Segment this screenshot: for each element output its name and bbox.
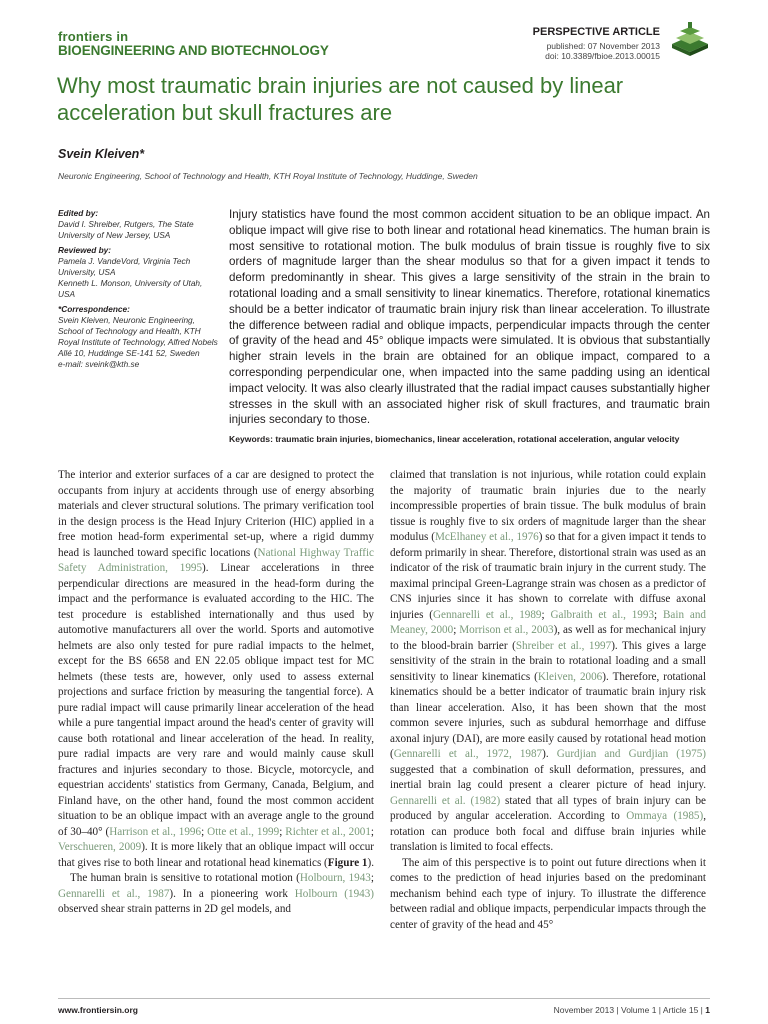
edited-by: David I. Shreiber, Rutgers, The State University of New Jersey, USA — [58, 219, 194, 240]
body-text: observed shear strain patterns in 2D gel models, and — [58, 903, 291, 915]
reviewed-by-label: Reviewed by: — [58, 245, 112, 255]
article-type: PERSPECTIVE ARTICLE — [532, 26, 660, 38]
body-text: ). — [542, 748, 557, 760]
correspondence-email[interactable]: e-mail: sveink@kth.se — [58, 359, 140, 369]
body-text: suggested that a combination of skull deformation, pressures, and inertial brain lag could present a clearer picture of head injury. — [390, 763, 706, 791]
citation-link[interactable]: McElhaney et al., 1976 — [434, 531, 539, 543]
published-date: published: 07 November 2013 — [546, 41, 660, 51]
keywords: Keywords: traumatic brain injuries, biomechanics, linear acceleration, rotational acceleration, angular velocity — [229, 434, 680, 444]
body-text: ). It is more likely that an oblique impact will occur that gives rise to both linear and rotational head kinematics ( — [58, 841, 374, 869]
publication-info — [545, 41, 660, 61]
citation-link[interactable]: Otte et al., 1999 — [207, 825, 280, 838]
abstract: Injury statistics have found the most common accident situation to be an oblique impact. An oblique impact will give rise to both linear and rotational head kinematics. The human brain is most sensitive to rotational motion. The bulk modulus of brain tissue is roughly five to six orders of magnitude larger than the shear modulus so that for a given impact it tends to deform predominantly in shear. This gives a large sensitivity of the strain in the brain to rotational loading and a small sensitivity to linear kinematics. Therefore, rotational kinematics should be a better indicator of traumatic brain injury risk than linear acceleration. To illustrate the difference between radial and oblique impacts, perpendicular impacts through the center of gravity of the head and 45° oblique impacts were simulated. It is obvious that substantially higher strain levels in the brain are obtained for an oblique impact, compared to a corresponding perpendicular one, when impacted into the same padding using an identical impact velocity. It was also clearly illustrated that the radial impact causes substantially higher stresses in the skull with an associated higher risk of skull fractures, and traumatic brain injuries secondary to those. — [229, 208, 710, 427]
body-text: The interior and exterior surfaces of a car are designed to protect the occupants from injury at accidents through use of energy absorbing materials and clever structural solutions. The primary verification tool in the design process is the Head Injury Criterion (HIC) applied in a free motion head-form experimental set-up, where a rigid dummy head is launched toward specific locations ( — [58, 469, 374, 559]
page-number: 1 — [705, 1005, 710, 1015]
body-text: stated that all types of brain injury can be produced by angular acceleration. According to — [390, 794, 706, 822]
body-text: ). — [367, 856, 374, 869]
footer-website-link[interactable]: www.frontiersin.org — [58, 1005, 138, 1015]
paragraph — [58, 871, 374, 918]
article-title: Why most traumatic brain injuries are not caused by linear acceleration but skull fractures are — [57, 73, 624, 125]
body-text: ). Therefore, rotational kinematics should be a better indicator of traumatic brain injury risk than linear acceleration. Also, it has been shown that the most common severe injuries, such as subdural hemorrhage and diffuse axonal injury (DAI), are more easily caused by rotational head motion ( — [390, 670, 706, 760]
body-column-right — [390, 468, 706, 933]
body-text: ), as well as for mechanical injury to the blood-brain barrier ( — [390, 624, 706, 652]
editorial-sidebar — [58, 208, 218, 370]
citation-link[interactable]: Galbraith et al., 1993 — [550, 608, 655, 621]
separator: ; — [370, 825, 375, 838]
footer-issue-info — [554, 1005, 710, 1015]
citation-link[interactable]: Gennarelli et al., 1987 — [58, 887, 170, 900]
citation-link[interactable]: Holbourn, 1943 — [299, 872, 371, 884]
body-text: ). Linear accelerations in three perpendicular directions are measured in the head-form during the impact and the performance is evaluated according to the HIC. The test procedure is established internationally and thus used by automotive manufacturers all over the world. Sports and automotive helmets are also only tested for pure radial impacts to the helmet, except for the BS 6658 and EN 22.05 oblique impact test for MC helmets (these tests are, however, only used to assess external projections and surface friction by measuring the tangential force). A pure radial impact will cause primarily linear acceleration of the head while a pure tangential impact around the head's center of gravity will cause both rotational and linear acceleration of the head. In reality, pure radial impacts are very rare and would mainly cause skull fractures and injuries secondary to those. Bicycle, motorcycle, and equestrian accidents' statistics from Germany, Canada, Belgium, and Finland have, on the other hand, found the most common accident situation to be an oblique impact with an average angle to the ground of 30–40° ( — [58, 562, 374, 838]
citation-link[interactable]: National Highway Traffic Safety Administration, 1995 — [58, 546, 374, 574]
footer-issue: November 2013 | Volume 1 | Article 15 | — [553, 1005, 706, 1015]
body-text: claimed that translation is not injurious, while rotation could explain the majority of traumatic brain injuries due to the nearly incompressible properties of brain tissue. The bulk modulus of brain tissue is roughly five to six orders of magnitude larger than the shear modulus ( — [390, 469, 706, 543]
journal-logo-icon — [668, 18, 712, 58]
footer-divider — [58, 998, 710, 999]
citation-link[interactable]: Holbourn (1943) — [294, 887, 374, 900]
citation-link[interactable]: Verschueren, 2009 — [58, 841, 142, 853]
figure-link[interactable]: Figure 1 — [327, 856, 368, 869]
reviewer: Kenneth L. Monson, University of Utah, USA — [58, 278, 203, 299]
separator: ; — [370, 872, 374, 884]
separator: ; — [201, 825, 208, 838]
body-text: ) so that for a given impact it tends to deform primarily in shear. Therefore, distortional strain was used as an indicator of the risk of traumatic brain injury in the current study. The maximal principal Green-Lagrange strain was chosen as a predictor of CNS injuries since it has shown to correlate with diffuse axonal injuries ( — [390, 531, 707, 621]
citation-link[interactable]: Bain and Meaney, 2000 — [390, 608, 706, 636]
paragraph — [390, 468, 706, 856]
body-text: ). This gives a large sensitivity of the strain in the brain to rotational loading and a small sensitivity to linear kinematics ( — [390, 639, 707, 683]
correspondence-label: *Correspondence: — [58, 304, 130, 314]
body-text: , rotation can produce both focal and diffuse brain injuries while translation is limited to focal effects. — [390, 810, 706, 853]
paragraph — [58, 468, 374, 871]
author-name: Svein Kleiven* — [58, 147, 145, 161]
edited-by-label: Edited by: — [58, 208, 99, 218]
citation-link[interactable]: Harrison et al., 1996 — [109, 825, 202, 838]
journal-name — [58, 30, 329, 58]
reviewer: Pamela J. VandeVord, Virginia Tech University, USA — [58, 256, 191, 277]
citation-link[interactable]: Ommaya (1985) — [626, 810, 704, 822]
body-column-left — [58, 468, 374, 918]
body-text: The human brain is sensitive to rotational motion ( — [70, 872, 300, 884]
separator: ; — [654, 608, 663, 621]
citation-link[interactable]: Gennarelli et al., 1989 — [432, 608, 542, 621]
citation-link[interactable]: Shreiber et al., 1997 — [515, 639, 612, 652]
correspondence-address: Svein Kleiven, Neuronic Engineering, School of Technology and Health, KTH Royal Institute of Technology, Alfred Nobels Allé 10, Huddinge SE-141 52, Sweden — [58, 315, 218, 358]
citation-link[interactable]: Kleiven, 2006 — [537, 670, 603, 683]
citation-link[interactable]: Gennarelli et al. (1982) — [390, 794, 501, 807]
author-affiliation: Neuronic Engineering, School of Technology and Health, KTH Royal Institute of Technology, Huddinge, Sweden — [58, 171, 478, 181]
separator: ; — [541, 608, 551, 621]
separator: ; — [279, 825, 286, 838]
citation-link[interactable]: Richter et al., 2001 — [285, 825, 371, 838]
journal-name-line1: frontiers in — [58, 29, 129, 44]
citation-link[interactable]: Gennarelli et al., 1972, 1987 — [393, 748, 543, 760]
citation-link[interactable]: Morrison et al., 2003 — [459, 624, 554, 636]
doi: doi: 10.3389/fbioe.2013.00015 — [545, 51, 660, 61]
citation-link[interactable]: Gurdjian and Gurdjian (1975) — [556, 748, 706, 760]
paragraph: The aim of this perspective is to point out future directions when it comes to the prediction of head injuries based on the predominant mechanism behind each type of injury. To illustrate the difference between radial and oblique impacts, perpendicular impacts through the center of gravity of the head and 45° — [390, 856, 706, 931]
body-text: ). In a pioneering work — [169, 887, 295, 900]
separator: ; — [453, 624, 460, 636]
journal-name-line2: BIOENGINEERING AND BIOTECHNOLOGY — [58, 43, 329, 58]
